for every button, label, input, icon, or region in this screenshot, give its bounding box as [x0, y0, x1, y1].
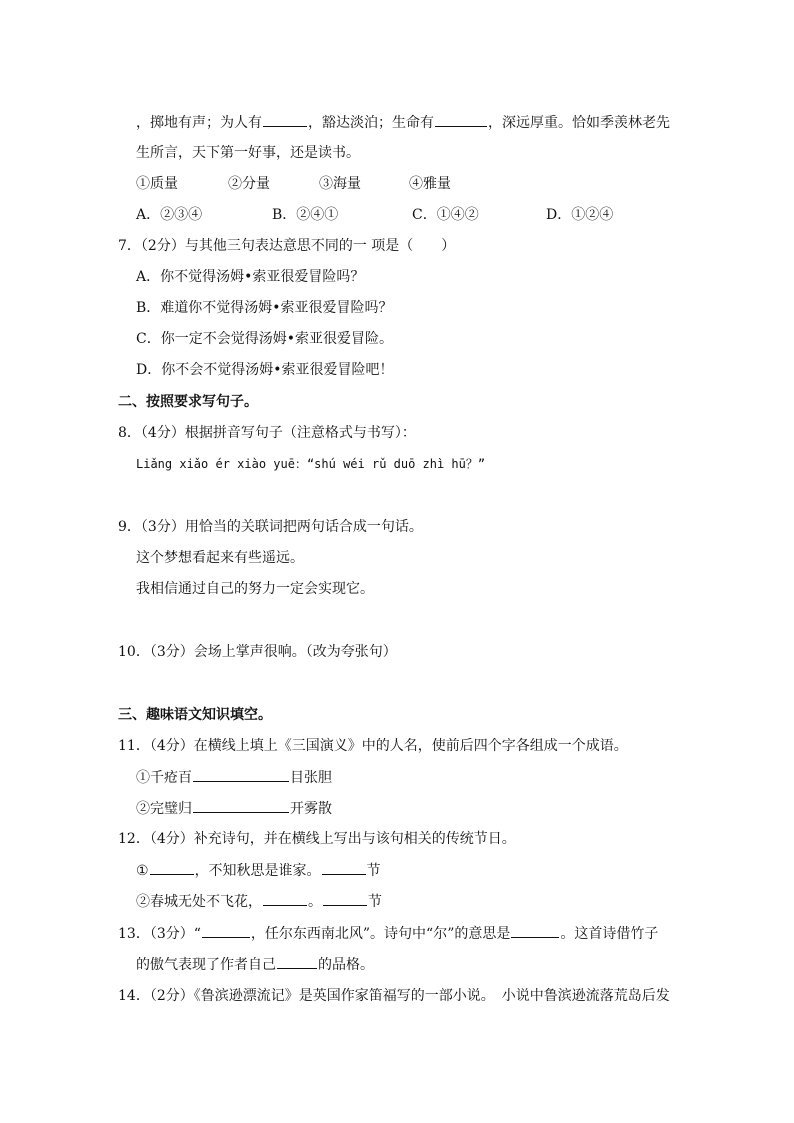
q7-option-d[interactable]: D．你不会不觉得汤姆•索亚很爱冒险吧！ [136, 362, 394, 378]
prev-question-line-1: ，掷地有声；为人有 ，豁达淡泊；生命有 ，深远厚重。恰如季羡林老先 [136, 112, 670, 132]
option-d[interactable]: D．①②④ [546, 207, 614, 223]
choice-item: ④雅量 [409, 176, 451, 192]
q7-option-c[interactable]: C．你一定不会觉得汤姆•索亚很爱冒险。 [136, 331, 393, 347]
answer-blank[interactable] [435, 112, 487, 127]
answer-blank[interactable] [263, 112, 307, 127]
option-b[interactable]: B．②④① [272, 207, 339, 223]
q12-item-2: ②春城无处不飞花， 。 节 [136, 891, 382, 911]
answer-blank[interactable] [150, 860, 194, 875]
prev-question-line-2: 生所言，天下第一好事，还是读书。 [136, 145, 360, 161]
answer-options-row [136, 205, 636, 225]
q11-item-1: ①千疮百 目张胆 [136, 767, 332, 787]
q11-item-2: ②完璧归 开雾散 [136, 798, 332, 818]
q7-option-b[interactable]: B．难道你不觉得汤姆•索亚很爱冒险吗？ [136, 300, 393, 316]
choice-items-row [136, 174, 536, 194]
q7-option-a[interactable]: A．你不觉得汤姆•索亚很爱冒险吗？ [136, 269, 365, 285]
q11-stem: 11．（4分）在横线上填上《三国演义》中的人名，使前后四个字各组成一个成语。 [118, 738, 628, 754]
q8-pinyin: Liǎng xiǎo ér xiào yuē：“shú wéi rǔ duō zhì hū？” [136, 457, 486, 471]
answer-blank[interactable] [193, 798, 289, 813]
q14-stem: 14．（2分）《鲁滨逊漂流记》是英国作家笛福写的一部小说。 小说中鲁滨逊流落荒岛后发 [118, 988, 670, 1004]
section-3-title: 三、趣味语文知识填空。 [118, 707, 272, 723]
choice-item: ①质量 [136, 176, 178, 192]
q9-sentence-2: 我相信通过自己的努力一定会实现它。 [136, 581, 374, 597]
answer-blank[interactable] [263, 891, 307, 906]
answer-blank[interactable] [277, 954, 317, 969]
q10-stem: 10．（3分）会场上掌声很响。（改为夸张句） [118, 644, 397, 660]
q9-stem: 9．（3分）用恰当的关联词把两句话合成一句话。 [118, 519, 423, 535]
answer-blank[interactable] [322, 860, 366, 875]
answer-blank[interactable] [202, 923, 250, 938]
q7-stem: 7．（2分）与其他三句表达意思不同的一 项是（ ） [118, 238, 456, 254]
answer-blank[interactable] [193, 767, 289, 782]
section-2-title: 二、按照要求写句子。 [118, 394, 258, 410]
q12-stem: 12．（4分）补充诗句，并在横线上写出与该句相关的传统节日。 [118, 831, 516, 847]
q9-sentence-1: 这个梦想看起来有些遥远。 [136, 550, 304, 566]
q12-item-1: ① ，不知秋思是谁家。 节 [136, 860, 381, 880]
q8-stem: 8．（4分）根据拼音写句子（注意格式与书写）： [118, 425, 416, 441]
option-c[interactable]: C．①④② [412, 207, 479, 223]
q13-line-1: 13．（3分）“ ，任尔东西南北风”。诗句中“尔”的意思是 。这首诗借竹子 [118, 923, 658, 943]
q13-line-2: 的傲气表现了作者自己 的品格。 [136, 954, 374, 974]
choice-item: ②分量 [228, 176, 270, 192]
answer-blank[interactable] [511, 923, 559, 938]
choice-item: ③海量 [319, 176, 361, 192]
option-a[interactable]: A．②③④ [136, 207, 203, 223]
answer-blank[interactable] [323, 891, 367, 906]
